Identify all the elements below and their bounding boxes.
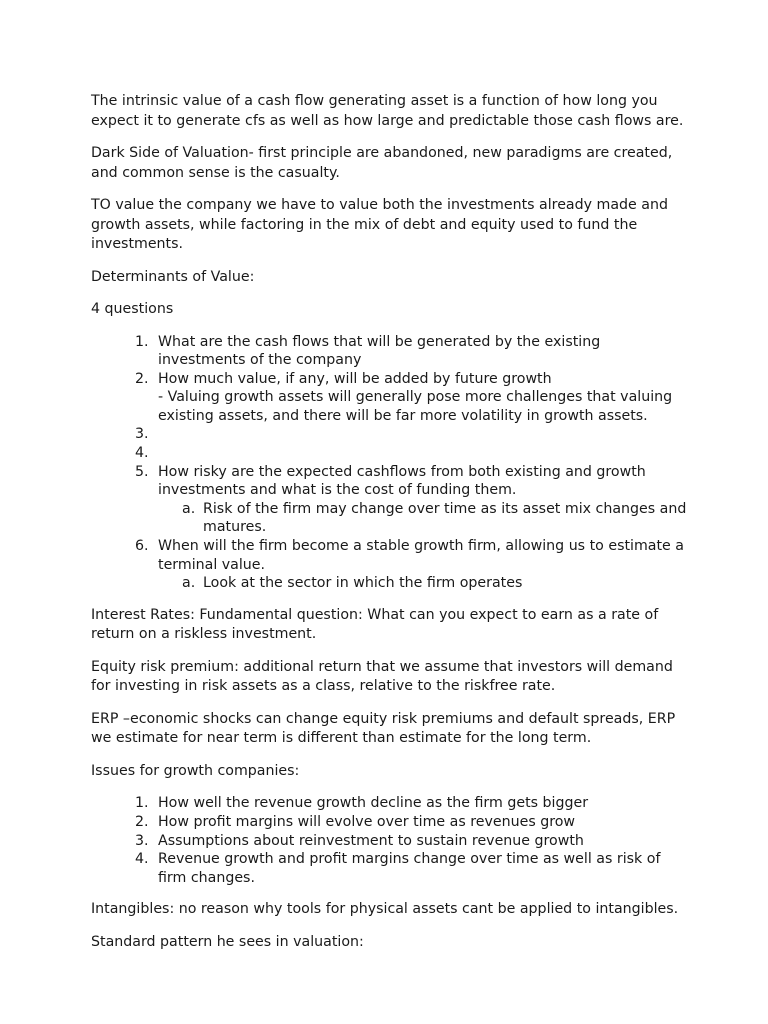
paragraph-standard-pattern: Standard pattern he sees in valuation: (91, 933, 364, 950)
list-item (91, 537, 691, 574)
list-item-text: When will the firm become a stable growth firm, allowing us to estimate a terminal value. (158, 538, 684, 573)
list-number: 2. (135, 813, 149, 830)
list-number: 5. (135, 463, 149, 480)
list-item-text: Revenue growth and profit margins change over time as well as risk of firm changes. (158, 851, 661, 886)
list-number: 6. (135, 538, 149, 555)
list-item (91, 444, 691, 463)
list-item (91, 425, 691, 444)
paragraph-dark-side: Dark Side of Valuation- first principle are abandoned, new paradigms are created, and common sense is the casualty. (91, 145, 673, 181)
paragraph-four-questions: 4 questions (91, 301, 174, 317)
growth-issues-list (91, 794, 691, 887)
list-item (91, 463, 691, 500)
questions-list (91, 333, 691, 593)
paragraph-interest-rates: Interest Rates: Fundamental question: What can you expect to earn as a rate of return on a riskless investment. (91, 606, 659, 643)
list-item-continuation: - Valuing growth assets will generally pose more challenges that valuing existing assets, and there will be far more volatility in growth assets. (158, 389, 673, 424)
list-item-text: How much value, if any, will be added by future growth (158, 370, 552, 387)
list-item (91, 813, 691, 832)
list-item-text: What are the cash flows that will be generated by the existing investments of the company (158, 333, 601, 369)
sub-list-item-text: Look at the sector in which the firm operates (203, 575, 523, 592)
paragraph-growth-issues-heading: Issues for growth companies: (91, 762, 300, 779)
list-item-text: Assumptions about reinvestment to sustain revenue growth (158, 832, 584, 849)
list-number: 1. (135, 795, 149, 812)
list-item (91, 370, 691, 426)
list-item (91, 850, 691, 887)
list-number: 4. (135, 851, 149, 868)
list-item (91, 794, 691, 813)
list-number: 3. (135, 832, 149, 849)
list-number: 2. (135, 370, 149, 387)
sub-list-item (91, 500, 691, 537)
list-number: 4. (135, 445, 149, 462)
list-item (91, 333, 691, 370)
list-item-text: How well the revenue growth decline as the firm gets bigger (158, 795, 589, 812)
paragraph-equity-risk-premium: Equity risk premium: additional return that we assume that investors will demand for investing in risk assets as a class, relative to the riskfree rate. (91, 658, 673, 695)
sub-list-item-text: Risk of the firm may change over time as its asset mix changes and matures. (203, 500, 687, 536)
list-number: 1. (135, 333, 149, 350)
list-item-text: How risky are the expected cashflows from both existing and growth investments and what is the cost of funding them. (158, 463, 646, 499)
paragraph-determinants-heading: Determinants of Value: (91, 268, 255, 285)
paragraph-intangibles: Intangibles: no reason why tools for physical assets cant be applied to intangibles. (91, 901, 679, 918)
sub-list-letter: a. (182, 575, 196, 592)
list-number: 3. (135, 426, 149, 443)
sub-list-letter: a. (182, 500, 196, 517)
list-item-text: How profit margins will evolve over time as revenues grow (158, 813, 576, 830)
paragraph-intrinsic-value: The intrinsic value of a cash flow generating asset is a function of how long you expect it to generate cfs as well as how large and predictable those cash flows are. (91, 93, 684, 129)
sub-list-item (91, 574, 691, 593)
paragraph-to-value: TO value the company we have to value both the investments already made and growth assets, while factoring in the mix of debt and equity used to fund the investments. (91, 197, 668, 252)
list-item (91, 832, 691, 851)
paragraph-erp: ERP –economic shocks can change equity risk premiums and default spreads, ERP we estimate for near term is different than estimate for the long term. (91, 710, 676, 747)
document-page (91, 92, 691, 965)
